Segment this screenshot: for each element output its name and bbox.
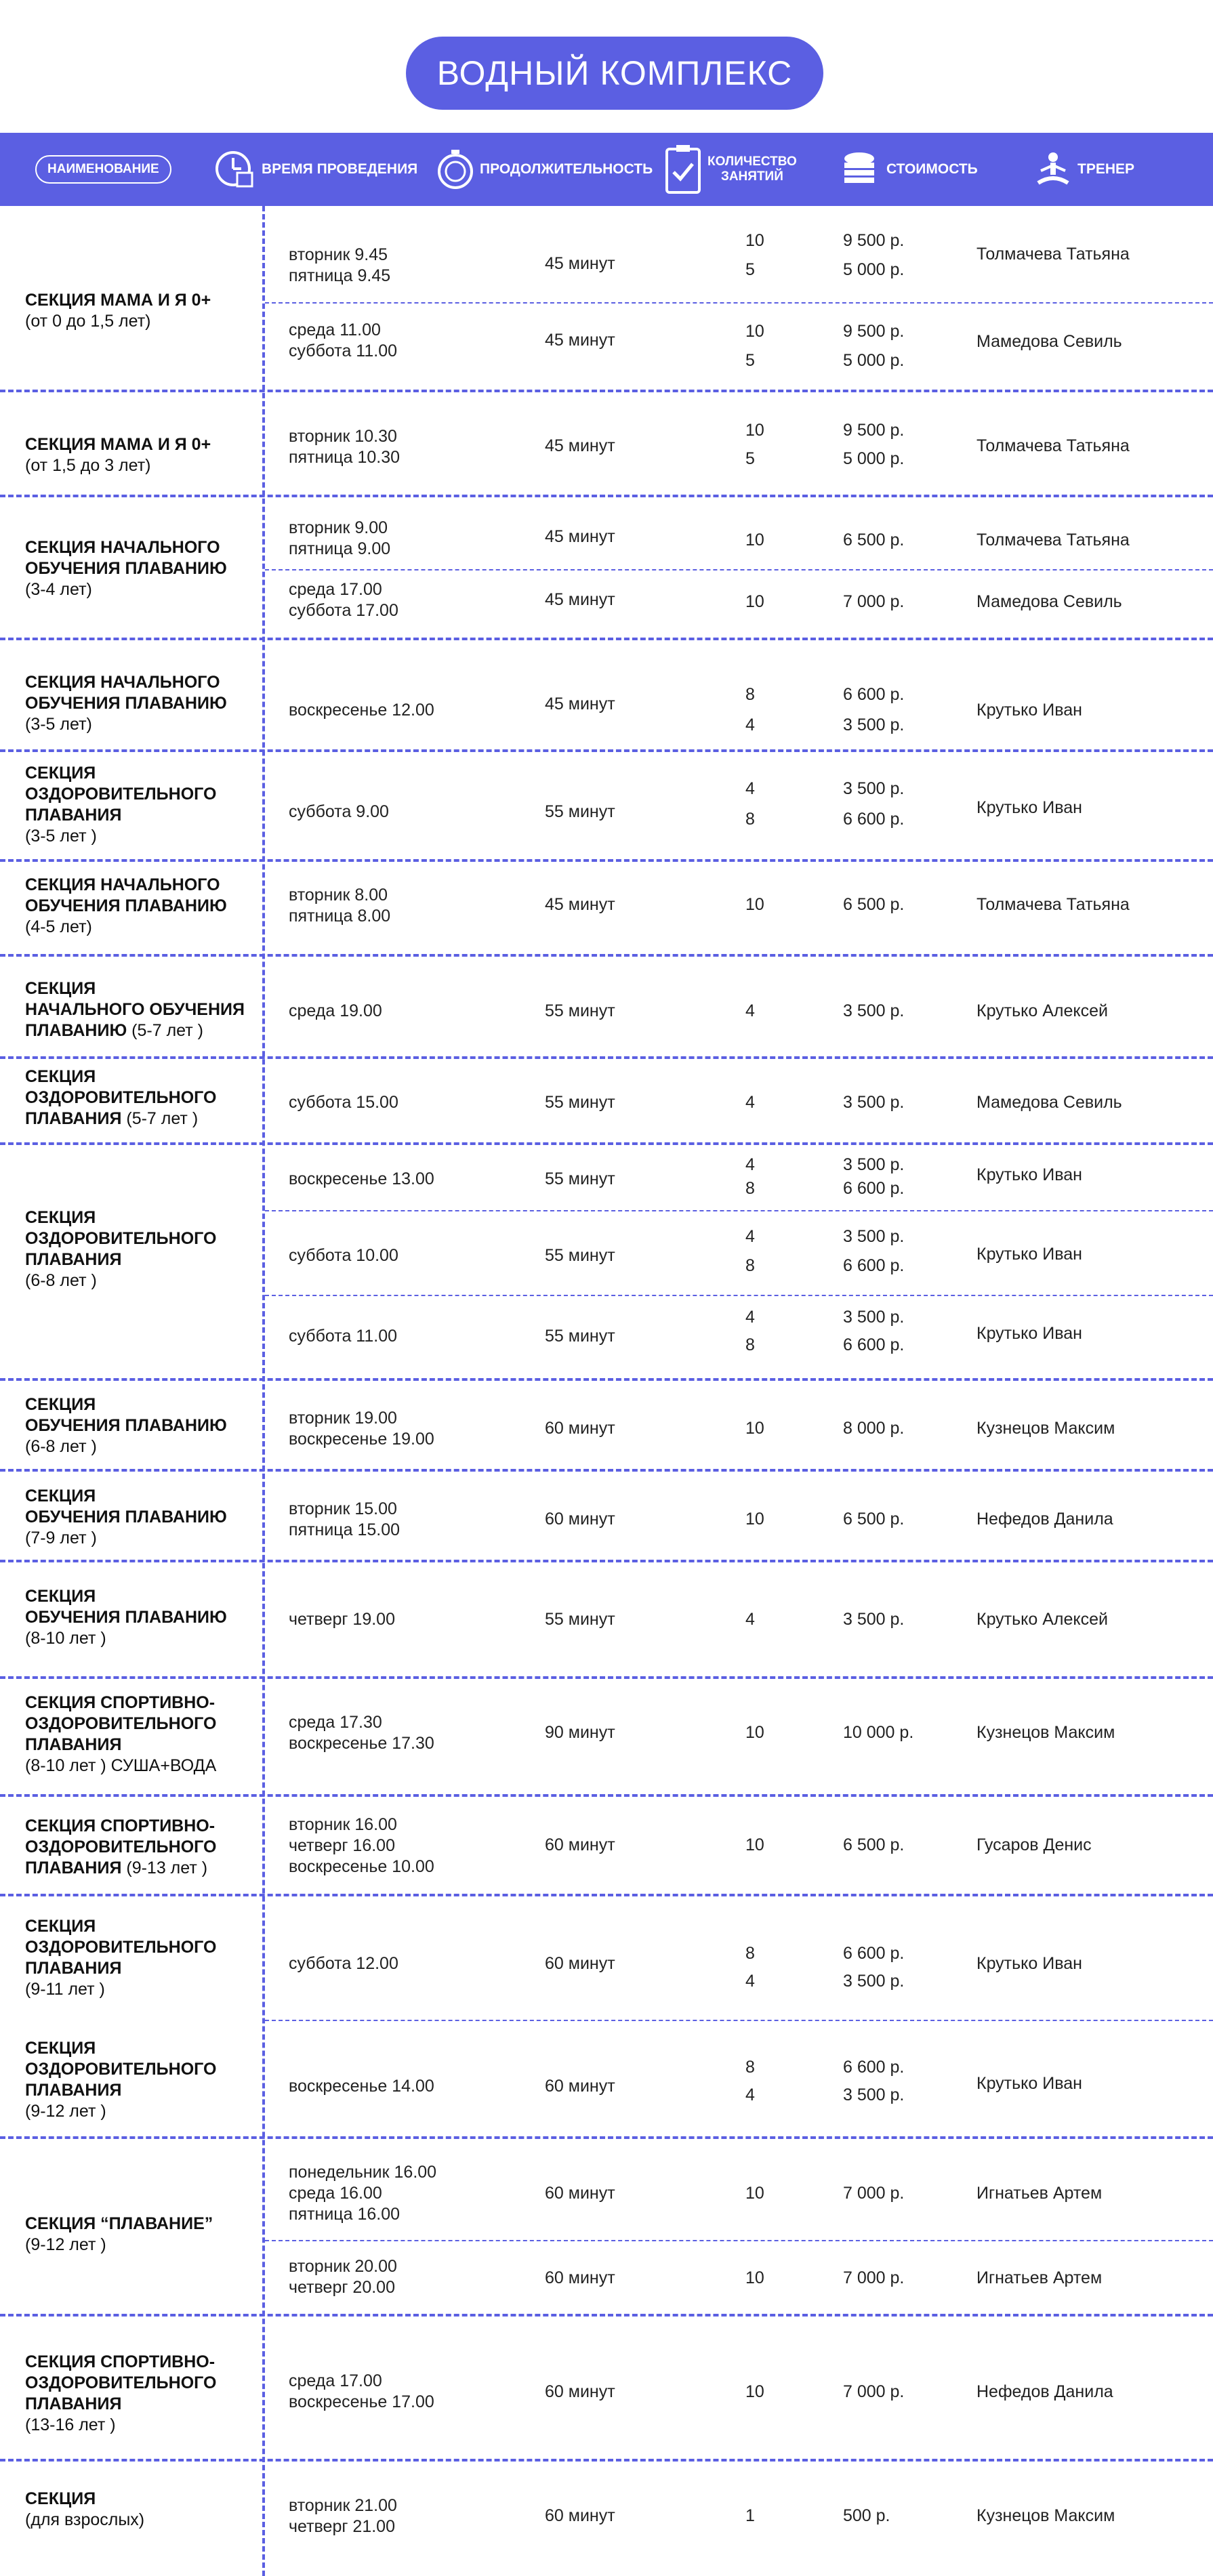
lesson-count: 10 xyxy=(745,895,764,914)
duration: 45 минут xyxy=(545,254,615,273)
schedule-time: пятница 8.00 xyxy=(289,907,391,926)
header-duration xyxy=(436,133,653,206)
schedule-time: суббота 15.00 xyxy=(289,1093,398,1112)
lesson-count: 8 xyxy=(745,2058,755,2077)
lesson-count: 10 xyxy=(745,1419,764,1438)
schedule-time: пятница 9.00 xyxy=(289,539,391,558)
trainer-name: Гусаров Денис xyxy=(976,1835,1092,1854)
section-name: СЕКЦИЯ НАЧАЛЬНОГО ОБУЧЕНИЯ ПЛАВАНИЮ (4-5 лет) xyxy=(25,875,227,936)
duration: 60 минут xyxy=(545,2184,615,2203)
row-separator xyxy=(0,1142,1213,1145)
price: 3 500 р. xyxy=(843,1308,905,1327)
lesson-count: 4 xyxy=(745,1093,755,1112)
schedule-time: воскресенье 10.00 xyxy=(289,1857,434,1876)
lesson-count: 4 xyxy=(745,1610,755,1629)
duration: 55 минут xyxy=(545,1327,615,1346)
header-name xyxy=(35,133,171,206)
section-name: СЕКЦИЯ (для взрослых) xyxy=(25,2489,145,2529)
table-header xyxy=(0,133,1213,206)
trainer-name: Крутько Иван xyxy=(976,1245,1082,1264)
schedule-time: суббота 9.00 xyxy=(289,802,389,821)
price: 6 600 р. xyxy=(843,1179,905,1198)
schedule-time: вторник 9.00 xyxy=(289,518,388,537)
price: 3 500 р. xyxy=(843,1001,905,1020)
section-name: СЕКЦИЯ ОЗДОРОВИТЕЛЬНОГО ПЛАВАНИЯ (5-7 лет ) xyxy=(25,1067,217,1128)
subrow-separator xyxy=(265,2240,1213,2241)
schedule-time: среда 19.00 xyxy=(289,1001,382,1020)
duration: 60 минут xyxy=(545,2382,615,2401)
subrow-separator xyxy=(265,569,1213,570)
schedule-time: воскресенье 14.00 xyxy=(289,2077,434,2096)
checklist-icon xyxy=(664,144,702,195)
section-name: СЕКЦИЯ НАЧАЛЬНОГО ОБУЧЕНИЯ ПЛАВАНИЮ (3-5 лет) xyxy=(25,673,227,734)
duration: 55 минут xyxy=(545,1093,615,1112)
trainer-name: Крутько Алексей xyxy=(976,1001,1108,1020)
duration: 60 минут xyxy=(545,1954,615,1973)
section-name: СЕКЦИЯ ОЗДОРОВИТЕЛЬНОГО ПЛАВАНИЯ (9-12 лет ) xyxy=(25,2039,217,2121)
schedule-time: вторник 9.45 xyxy=(289,245,388,264)
section-name: СЕКЦИЯ СПОРТИВНО- ОЗДОРОВИТЕЛЬНОГО ПЛАВАНИЯ (8-10 лет ) СУША+ВОДА xyxy=(25,1693,217,1775)
schedule-time: суббота 12.00 xyxy=(289,1954,398,1973)
trainer-name: Игнатьев Артем xyxy=(976,2184,1103,2203)
row-separator xyxy=(0,638,1213,640)
row-separator xyxy=(0,2314,1213,2317)
header-duration-label: ПРОДОЛЖИТЕЛЬНОСТЬ xyxy=(480,161,653,177)
trainer-name: Крутько Иван xyxy=(976,1324,1082,1343)
trainer-name: Кузнецов Максим xyxy=(976,1723,1115,1742)
lesson-count: 5 xyxy=(745,351,755,370)
header-price xyxy=(840,133,978,206)
section-name: СЕКЦИЯ ОБУЧЕНИЯ ПЛАВАНИЮ (6-8 лет ) xyxy=(25,1395,227,1456)
lesson-count: 4 xyxy=(745,779,755,798)
price: 6 600 р. xyxy=(843,2058,905,2077)
duration: 45 минут xyxy=(545,694,615,713)
row-separator xyxy=(0,1794,1213,1797)
schedule-time: воскресенье 19.00 xyxy=(289,1430,434,1449)
price: 3 500 р. xyxy=(843,1227,905,1246)
coins-icon xyxy=(840,150,881,188)
duration: 45 минут xyxy=(545,895,615,914)
section-name: СЕКЦИЯ ОБУЧЕНИЯ ПЛАВАНИЮ (7-9 лет ) xyxy=(25,1487,227,1547)
price: 3 500 р. xyxy=(843,779,905,798)
schedule-time: вторник 19.00 xyxy=(289,1409,397,1428)
trainer-name: Мамедова Севиль xyxy=(976,1093,1122,1112)
schedule-time: вторник 21.00 xyxy=(289,2496,397,2515)
header-name-label: НАИМЕНОВАНИЕ xyxy=(35,155,171,184)
header-time-label: ВРЕМЯ ПРОВЕДЕНИЯ xyxy=(262,161,418,177)
lesson-count: 1 xyxy=(745,2506,755,2525)
lesson-count: 8 xyxy=(745,1944,755,1963)
price: 500 р. xyxy=(843,2506,890,2525)
price: 7 000 р. xyxy=(843,592,905,611)
trainer-name: Толмачева Татьяна xyxy=(976,436,1130,455)
section-name: СЕКЦИЯ ОЗДОРОВИТЕЛЬНОГО ПЛАВАНИЯ (9-11 лет ) xyxy=(25,1917,217,1999)
trainer-name: Игнатьев Артем xyxy=(976,2268,1103,2287)
header-count xyxy=(664,133,797,206)
trainer-name: Кузнецов Максим xyxy=(976,1419,1115,1438)
lesson-count: 10 xyxy=(745,2382,764,2401)
duration: 55 минут xyxy=(545,802,615,821)
lesson-count: 10 xyxy=(745,2184,764,2203)
duration: 60 минут xyxy=(545,2268,615,2287)
price: 3 500 р. xyxy=(843,1610,905,1629)
price: 7 000 р. xyxy=(843,2382,905,2401)
price: 6 600 р. xyxy=(843,1944,905,1963)
duration: 45 минут xyxy=(545,436,615,455)
price: 7 000 р. xyxy=(843,2184,905,2203)
lesson-count: 10 xyxy=(745,421,764,440)
price: 9 500 р. xyxy=(843,322,905,341)
schedule-time: среда 17.00 xyxy=(289,2371,382,2390)
schedule-time: вторник 20.00 xyxy=(289,2257,397,2276)
price: 6 500 р. xyxy=(843,895,905,914)
row-separator xyxy=(0,954,1213,957)
lesson-count: 10 xyxy=(745,231,764,250)
price: 8 000 р. xyxy=(843,1419,905,1438)
lesson-count: 10 xyxy=(745,1835,764,1854)
section-name: СЕКЦИЯ СПОРТИВНО- ОЗДОРОВИТЕЛЬНОГО ПЛАВАНИЯ (9-13 лет ) xyxy=(25,1816,217,1877)
row-separator xyxy=(0,1469,1213,1472)
yoga-person-icon xyxy=(1034,150,1072,188)
price: 10 000 р. xyxy=(843,1723,914,1742)
schedule-time: вторник 8.00 xyxy=(289,886,388,905)
duration: 45 минут xyxy=(545,590,615,609)
price: 6 600 р. xyxy=(843,810,905,829)
row-separator xyxy=(0,1056,1213,1059)
lesson-count: 10 xyxy=(745,531,764,549)
schedule-time: среда 17.00 xyxy=(289,580,382,599)
lesson-count: 4 xyxy=(745,715,755,734)
price: 7 000 р. xyxy=(843,2268,905,2287)
schedule-time: пятница 10.30 xyxy=(289,448,400,467)
lesson-count: 8 xyxy=(745,1256,755,1275)
header-time xyxy=(214,133,417,206)
header-count-label xyxy=(707,154,797,184)
subrow-separator xyxy=(265,1210,1213,1211)
schedule-time: среда 11.00 xyxy=(289,320,381,339)
schedule-time: суббота 11.00 xyxy=(289,1327,397,1346)
row-separator xyxy=(0,1894,1213,1896)
lesson-count: 4 xyxy=(745,1308,755,1327)
schedule-time: суббота 11.00 xyxy=(289,341,397,360)
lesson-count: 8 xyxy=(745,685,755,704)
lesson-count: 4 xyxy=(745,1155,755,1174)
duration: 90 минут xyxy=(545,1723,615,1742)
trainer-name: Крутько Иван xyxy=(976,701,1082,720)
schedule-time: пятница 15.00 xyxy=(289,1520,400,1539)
schedule-time: четверг 19.00 xyxy=(289,1610,395,1629)
duration: 60 минут xyxy=(545,1419,615,1438)
lesson-count: 4 xyxy=(745,2085,755,2104)
row-separator xyxy=(0,2136,1213,2139)
header-trainer xyxy=(1034,133,1134,206)
row-separator xyxy=(0,390,1213,392)
section-name: СЕКЦИЯ НАЧАЛЬНОГО ОБУЧЕНИЯ ПЛАВАНИЮ (5-7 лет ) xyxy=(25,979,245,1040)
trainer-name: Крутько Алексей xyxy=(976,1610,1108,1629)
row-separator xyxy=(0,495,1213,497)
price: 6 500 р. xyxy=(843,1510,905,1529)
price: 6 500 р. xyxy=(843,531,905,549)
trainer-name: Крутько Иван xyxy=(976,1165,1082,1184)
row-separator xyxy=(0,1676,1213,1679)
schedule-time: среда 16.00 xyxy=(289,2184,382,2203)
price: 5 000 р. xyxy=(843,260,905,279)
page-title: ВОДНЫЙ КОМПЛЕКС xyxy=(406,37,823,110)
lesson-count: 4 xyxy=(745,1001,755,1020)
lesson-count: 10 xyxy=(745,322,764,341)
price: 5 000 р. xyxy=(843,449,905,468)
schedule-time: пятница 9.45 xyxy=(289,266,391,285)
price: 3 500 р. xyxy=(843,2085,905,2104)
schedule-time: воскресенье 13.00 xyxy=(289,1169,434,1188)
trainer-name: Нефедов Данила xyxy=(976,1510,1113,1529)
lesson-count: 5 xyxy=(745,449,755,468)
lesson-count: 8 xyxy=(745,810,755,829)
duration: 55 минут xyxy=(545,1610,615,1629)
column-divider xyxy=(262,206,265,2576)
schedule-time: вторник 16.00 xyxy=(289,1815,397,1834)
price: 6 600 р. xyxy=(843,1335,905,1354)
subrow-separator xyxy=(265,2020,1213,2021)
price: 6 600 р. xyxy=(843,1256,905,1275)
section-name: СЕКЦИЯ ОЗДОРОВИТЕЛЬНОГО ПЛАВАНИЯ (6-8 лет ) xyxy=(25,1208,217,1290)
duration: 55 минут xyxy=(545,1001,615,1020)
section-name: СЕКЦИЯ ОБУЧЕНИЯ ПЛАВАНИЮ (8-10 лет ) xyxy=(25,1587,227,1648)
row-separator xyxy=(0,859,1213,862)
lesson-count: 8 xyxy=(745,1335,755,1354)
trainer-name: Крутько Иван xyxy=(976,2074,1082,2093)
section-name: СЕКЦИЯ ОЗДОРОВИТЕЛЬНОГО ПЛАВАНИЯ (3-5 лет ) xyxy=(25,764,217,846)
lesson-count: 10 xyxy=(745,2268,764,2287)
row-separator xyxy=(0,749,1213,752)
trainer-name: Нефедов Данила xyxy=(976,2382,1113,2401)
schedule-time: вторник 10.30 xyxy=(289,427,397,446)
lesson-count: 10 xyxy=(745,592,764,611)
schedule-time: воскресенье 17.30 xyxy=(289,1734,434,1753)
schedule-time: среда 17.30 xyxy=(289,1713,382,1732)
lesson-count: 10 xyxy=(745,1723,764,1742)
schedule-time: суббота 10.00 xyxy=(289,1246,398,1265)
clock-calendar-icon xyxy=(214,148,256,190)
trainer-name: Кузнецов Максим xyxy=(976,2506,1115,2525)
price: 3 500 р. xyxy=(843,1155,905,1174)
schedule-time: суббота 17.00 xyxy=(289,601,398,620)
duration: 60 минут xyxy=(545,2077,615,2096)
section-name: СЕКЦИЯ НАЧАЛЬНОГО ОБУЧЕНИЯ ПЛАВАНИЮ (3-4 лет) xyxy=(25,538,227,599)
price: 3 500 р. xyxy=(843,1093,905,1112)
price: 3 500 р. xyxy=(843,715,905,734)
duration: 55 минут xyxy=(545,1246,615,1265)
schedule-time: вторник 15.00 xyxy=(289,1499,397,1518)
price: 5 000 р. xyxy=(843,351,905,370)
schedule-time: воскресенье 12.00 xyxy=(289,701,434,720)
price: 6 600 р. xyxy=(843,685,905,704)
schedule-time: понедельник 16.00 xyxy=(289,2163,437,2182)
price: 9 500 р. xyxy=(843,421,905,440)
header-trainer-label: ТРЕНЕР xyxy=(1077,161,1135,177)
row-separator xyxy=(0,2459,1213,2461)
trainer-name: Крутько Иван xyxy=(976,1954,1082,1973)
section-name: СЕКЦИЯ “ПЛАВАНИЕ” (9-12 лет ) xyxy=(25,2214,213,2254)
section-name: СЕКЦИЯ МАМА И Я 0+ (от 0 до 1,5 лет) xyxy=(25,291,211,331)
trainer-name: Мамедова Севиль xyxy=(976,592,1122,611)
price: 6 500 р. xyxy=(843,1835,905,1854)
price: 9 500 р. xyxy=(843,231,905,250)
lesson-count: 4 xyxy=(745,1227,755,1246)
trainer-name: Толмачева Татьяна xyxy=(976,245,1130,264)
stopwatch-icon xyxy=(436,148,474,190)
duration: 60 минут xyxy=(545,2506,615,2525)
schedule-time: четверг 16.00 xyxy=(289,1836,395,1855)
lesson-count: 8 xyxy=(745,1179,755,1198)
header-count-line1: КОЛИЧЕСТВО xyxy=(707,154,797,169)
duration: 60 минут xyxy=(545,1835,615,1854)
header-price-label: СТОИМОСТЬ xyxy=(886,161,978,177)
subrow-separator xyxy=(265,1295,1213,1296)
trainer-name: Крутько Иван xyxy=(976,798,1082,817)
trainer-name: Толмачева Татьяна xyxy=(976,531,1130,549)
section-name: СЕКЦИЯ СПОРТИВНО- ОЗДОРОВИТЕЛЬНОГО ПЛАВАНИЯ (13-16 лет ) xyxy=(25,2352,217,2434)
row-separator xyxy=(0,1378,1213,1381)
schedule-time: четверг 21.00 xyxy=(289,2517,395,2536)
lesson-count: 5 xyxy=(745,260,755,279)
duration: 60 минут xyxy=(545,1510,615,1529)
row-separator xyxy=(0,1560,1213,1562)
schedule-time: воскресенье 17.00 xyxy=(289,2392,434,2411)
price: 3 500 р. xyxy=(843,1972,905,1991)
duration: 45 минут xyxy=(545,331,615,350)
trainer-name: Толмачева Татьяна xyxy=(976,895,1130,914)
subrow-separator xyxy=(265,302,1213,304)
trainer-name: Мамедова Севиль xyxy=(976,332,1122,351)
header-count-line2: ЗАНЯТИЙ xyxy=(720,169,783,184)
duration: 45 минут xyxy=(545,527,615,546)
duration: 55 минут xyxy=(545,1169,615,1188)
lesson-count: 4 xyxy=(745,1972,755,1991)
schedule-time: четверг 20.00 xyxy=(289,2278,395,2297)
schedule-time: пятница 16.00 xyxy=(289,2205,400,2224)
section-name: СЕКЦИЯ МАМА И Я 0+ (от 1,5 до 3 лет) xyxy=(25,435,211,475)
lesson-count: 10 xyxy=(745,1510,764,1529)
